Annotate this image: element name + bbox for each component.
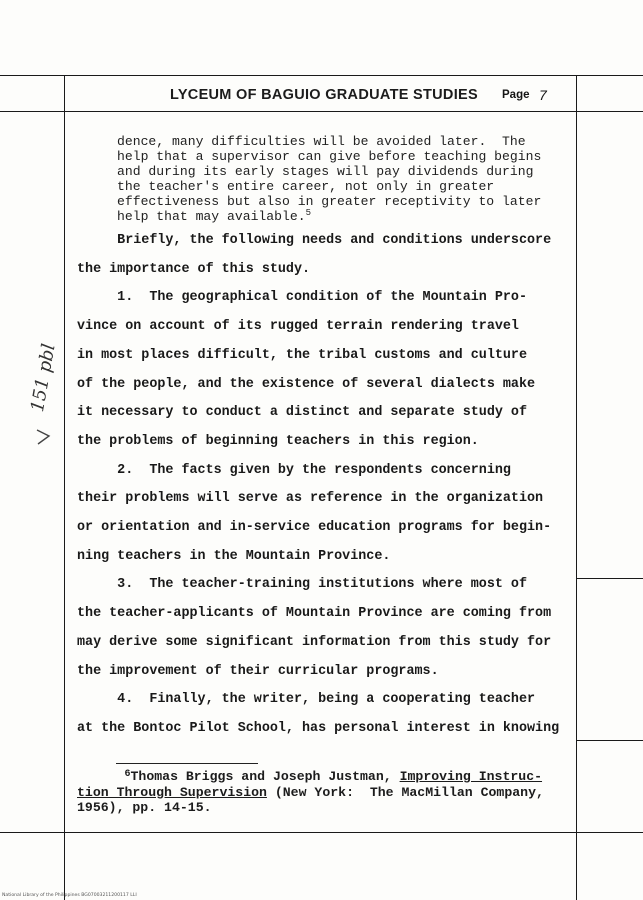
page-label: Page — [502, 89, 530, 101]
body-line: 2. The facts given by the respondents concerning — [77, 462, 511, 478]
body-line: of the people, and the existence of several dialects make — [77, 376, 536, 392]
body-line: their problems will serve as reference in the organization — [77, 491, 544, 507]
header-bottom-rule — [0, 111, 643, 112]
body-line: the teacher-applicants of Mountain Province are coming from — [77, 606, 552, 622]
body-line: 1. The geographical condition of the Mountain Pro- — [77, 290, 527, 306]
quote-line: and during its early stages will pay dividends during — [117, 164, 534, 179]
body-line: it necessary to conduct a distinct and separate study of — [77, 405, 527, 421]
footnote-reference: 5 — [305, 208, 311, 218]
quote-line: the teacher's entire career, not only in greater — [117, 179, 495, 194]
body-line: may derive some significant information from this study for — [77, 634, 552, 650]
quote-line: effectiveness but also in greater receptivity to later — [117, 194, 542, 209]
body-line: vince on account of its rugged terrain rendering travel — [77, 319, 519, 335]
body-line: the importance of this study. — [77, 261, 311, 277]
body-line: Briefly, the following needs and conditions underscore — [77, 233, 552, 248]
footnote-marker: 6 — [124, 769, 131, 780]
body-line: the problems of beginning teachers in this region. — [77, 433, 479, 449]
footnote-title: Improving Instruc- — [399, 769, 543, 784]
quote-line: help that may available. — [117, 209, 306, 224]
quote-line: dence, many difficulties will be avoided later. The — [117, 134, 526, 149]
footer-rule — [0, 832, 643, 833]
footnote-authors: Thomas Briggs and Joseph Justman, — [130, 769, 400, 784]
footnote-separator — [116, 763, 258, 764]
body-line: at the Bontoc Pilot School, has personal interest in knowing — [77, 720, 560, 736]
right-margin-mark-2 — [576, 740, 643, 741]
handwritten-margin-note: 151 pbl — [27, 342, 60, 414]
quote-line: help that a supervisor can give before teaching begins — [117, 149, 542, 164]
body-line: ning teachers in the Mountain Province. — [77, 548, 391, 564]
archive-credit: National Library of the Philippines BG07003211200117 LLI — [2, 893, 137, 898]
footnote-year-pages: 1956), pp. 14-15. — [77, 800, 212, 815]
body-line: 3. The teacher-training institutions where most of — [77, 577, 527, 593]
body-line: the improvement of their curricular programs. — [77, 663, 439, 679]
header-top-rule — [0, 75, 643, 76]
footnote — [77, 769, 577, 816]
block-quote — [117, 134, 577, 224]
margin-check-mark-icon — [35, 426, 53, 448]
body-line: 4. Finally, the writer, being a cooperating teacher — [77, 692, 536, 708]
page-title: LYCEUM OF BAGUIO GRADUATE STUDIES — [170, 87, 478, 103]
body-line: or orientation and in-service education programs for begin- — [77, 520, 552, 536]
body-line: in most places difficult, the tribal customs and culture — [77, 347, 527, 363]
footnote-title-cont: tion Through Supervision — [77, 784, 267, 800]
body-text — [77, 227, 577, 744]
footnote-publisher: (New York: The MacMillan Company, — [266, 784, 544, 800]
left-margin-rule — [64, 75, 65, 900]
page-number: 7 — [539, 87, 547, 103]
right-margin-mark-1 — [576, 578, 643, 579]
